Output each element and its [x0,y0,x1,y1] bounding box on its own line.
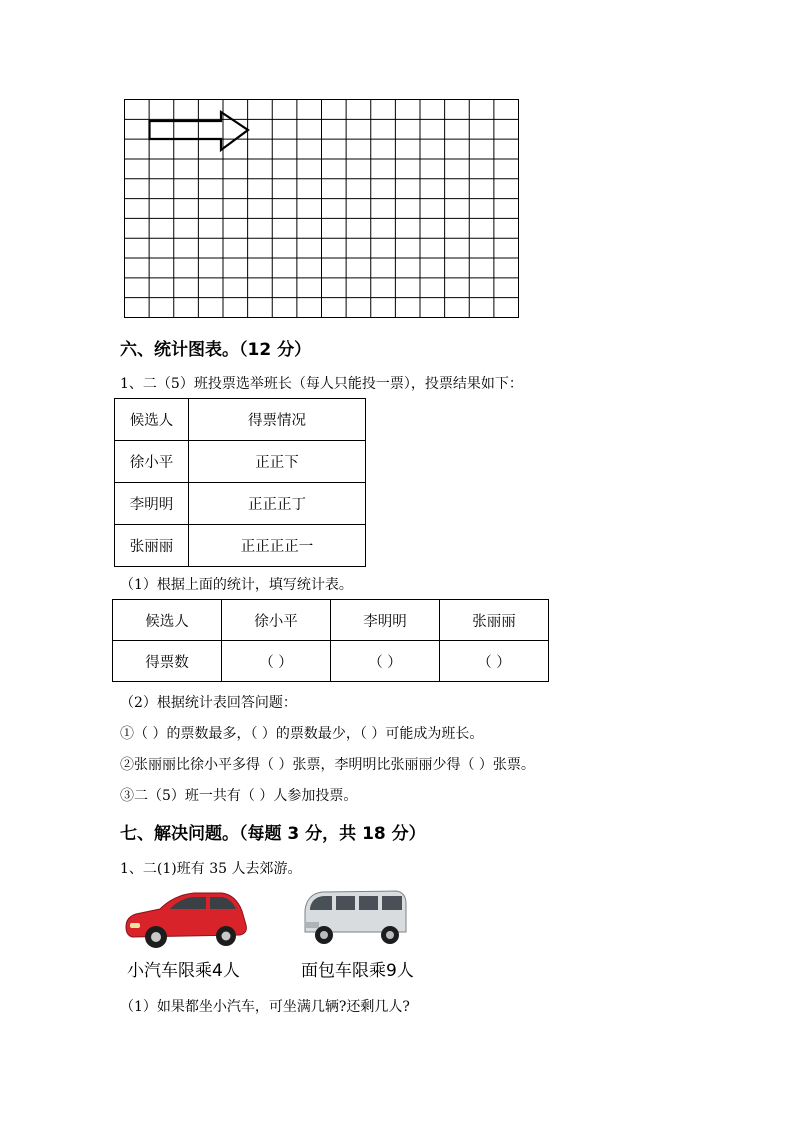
sub-question-1: （1）根据上面的统计，填写统计表。 [120,577,353,593]
table-cell: 李明明 [115,483,189,525]
table-row [115,441,366,483]
section-7-heading: 七、解决问题。（每题 3 分，共 18 分） [120,824,426,844]
section-6-heading: 六、统计图表。（12 分） [120,340,312,360]
table-cell: 正正正丁 [189,483,366,525]
table-cell: 得票情况 [189,399,366,441]
question-1-intro: 1、二(1)班有 35 人去郊游。 [120,861,302,877]
van-image [302,888,408,948]
table-cell: 候选人 [115,399,189,441]
table-row [113,600,549,641]
answer-blank[interactable]: （ ） [440,641,549,682]
sub-question-1: （1）如果都坐小汽车，可坐满几辆?还剩几人? [120,999,410,1015]
table-cell: 张丽丽 [440,600,549,641]
car-image [122,887,250,951]
stats-table [112,599,549,682]
car-caption: 小汽车限乘4人 [127,961,240,981]
answer-blank[interactable]: （ ） [331,641,440,682]
question-b: ②张丽丽比徐小平多得（ ）张票，李明明比张丽丽少得（ ）张票。 [120,757,535,773]
grid-with-arrow [124,99,519,318]
answer-blank[interactable]: （ ） [222,641,331,682]
table-row [113,641,549,682]
question-1-intro: 1、二（5）班投票选举班长（每人只能投一票），投票结果如下： [120,376,523,392]
table-cell: 得票数 [113,641,222,682]
van-caption: 面包车限乘9人 [301,961,414,981]
table-cell: 正正下 [189,441,366,483]
question-c: ③二（5）班一共有（ ）人参加投票。 [120,788,358,804]
table-cell: 徐小平 [222,600,331,641]
tally-table [114,398,366,567]
grid-lines [124,99,519,318]
table-row [115,399,366,441]
sub-question-2: （2）根据统计表回答问题： [120,695,297,711]
table-row [115,525,366,567]
table-row [115,483,366,525]
question-a: ①（ ）的票数最多，（ ）的票数最少，（ ）可能成为班长。 [120,726,484,742]
table-cell: 徐小平 [115,441,189,483]
table-cell: 正正正正一 [189,525,366,567]
table-cell: 张丽丽 [115,525,189,567]
table-cell: 李明明 [331,600,440,641]
table-cell: 候选人 [113,600,222,641]
